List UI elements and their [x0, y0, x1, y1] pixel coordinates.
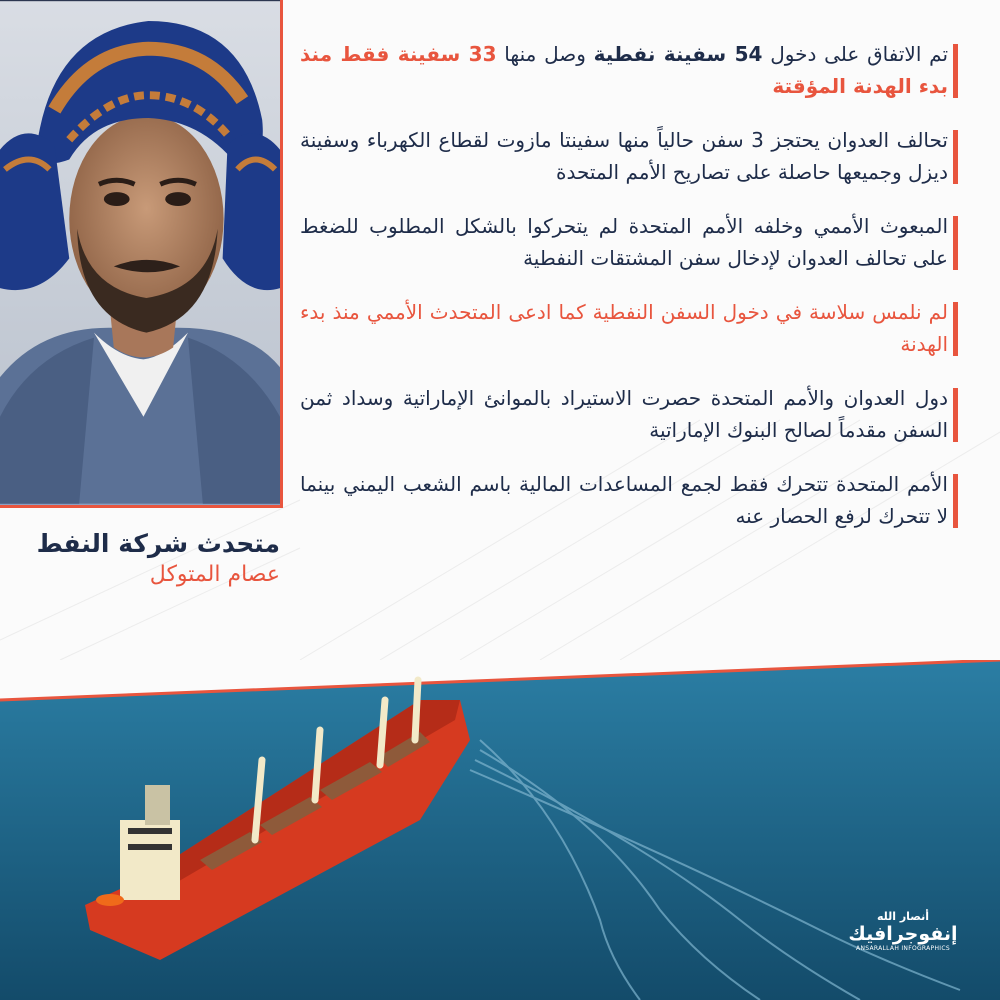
- statement-item: [300, 124, 948, 188]
- speaker-title: متحدث شركة النفط: [36, 529, 280, 558]
- speaker-name: عصام المتوكل: [149, 562, 280, 587]
- statement-text: [300, 38, 948, 102]
- logo-top-text: أنصار الله: [876, 910, 930, 923]
- statement-segment: وصل منها: [496, 42, 594, 66]
- statement-item: [300, 296, 948, 360]
- logo-sub-text: ANSARALLAH INFOGRAPHICS: [856, 945, 950, 952]
- statement-segment: دول العدوان والأمم المتحدة حصرت الاستيراد بالموانئ الإماراتية وسداد ثمن السفن مقدماً لصالح البنوك الإماراتية: [300, 386, 948, 442]
- statement-segment: 54 سفينة نفطية: [593, 42, 763, 66]
- statement-segment: لم نلمس سلاسة في دخول السفن النفطية كما ادعى المتحدث الأممي منذ بدء الهدنة: [300, 300, 948, 356]
- brand-logo: [848, 910, 958, 952]
- statement-segment: 33 سفينة فقط منذ بدء الهدنة المؤقتة: [300, 42, 948, 98]
- statement-segment: تحالف العدوان يحتجز 3 سفن حالياً منها سفينتا مازوت لقطاع الكهرباء وسفينة ديزل وجميعها حاصلة على تصاريح الأمم المتحدة: [300, 128, 948, 184]
- statement-item: [300, 210, 948, 274]
- accent-bar: [953, 388, 958, 442]
- speaker-caption: [30, 528, 280, 590]
- logo-main-text: إنفوجرافيك: [848, 923, 958, 945]
- statement-text: [300, 468, 948, 532]
- statement-text: [300, 382, 948, 446]
- accent-bar: [953, 216, 958, 270]
- statement-segment: تم الاتفاق على دخول: [762, 42, 949, 66]
- accent-bar: [953, 474, 958, 528]
- accent-bar: [953, 130, 958, 184]
- accent-bar: [953, 302, 958, 356]
- statement-text: [300, 296, 948, 360]
- statement-list: [300, 38, 948, 554]
- statement-segment: المبعوث الأممي وخلفه الأمم المتحدة لم يتحركوا بالشكل المطلوب للضغط على تحالف العدوان لإدخال سفن المشتقات النفطية: [300, 214, 948, 270]
- speaker-portrait: [0, 0, 283, 508]
- statement-text: [300, 210, 948, 274]
- statement-item: [300, 38, 948, 102]
- statement-text: [300, 124, 948, 188]
- statement-item: [300, 468, 948, 532]
- statement-item: [300, 382, 948, 446]
- statement-segment: الأمم المتحدة تتحرك فقط لجمع المساعدات المالية باسم الشعب اليمني بينما لا تتحرك لرفع الحصار عنه: [300, 472, 948, 528]
- person-portrait-image: [0, 0, 280, 505]
- accent-bar: [953, 44, 958, 98]
